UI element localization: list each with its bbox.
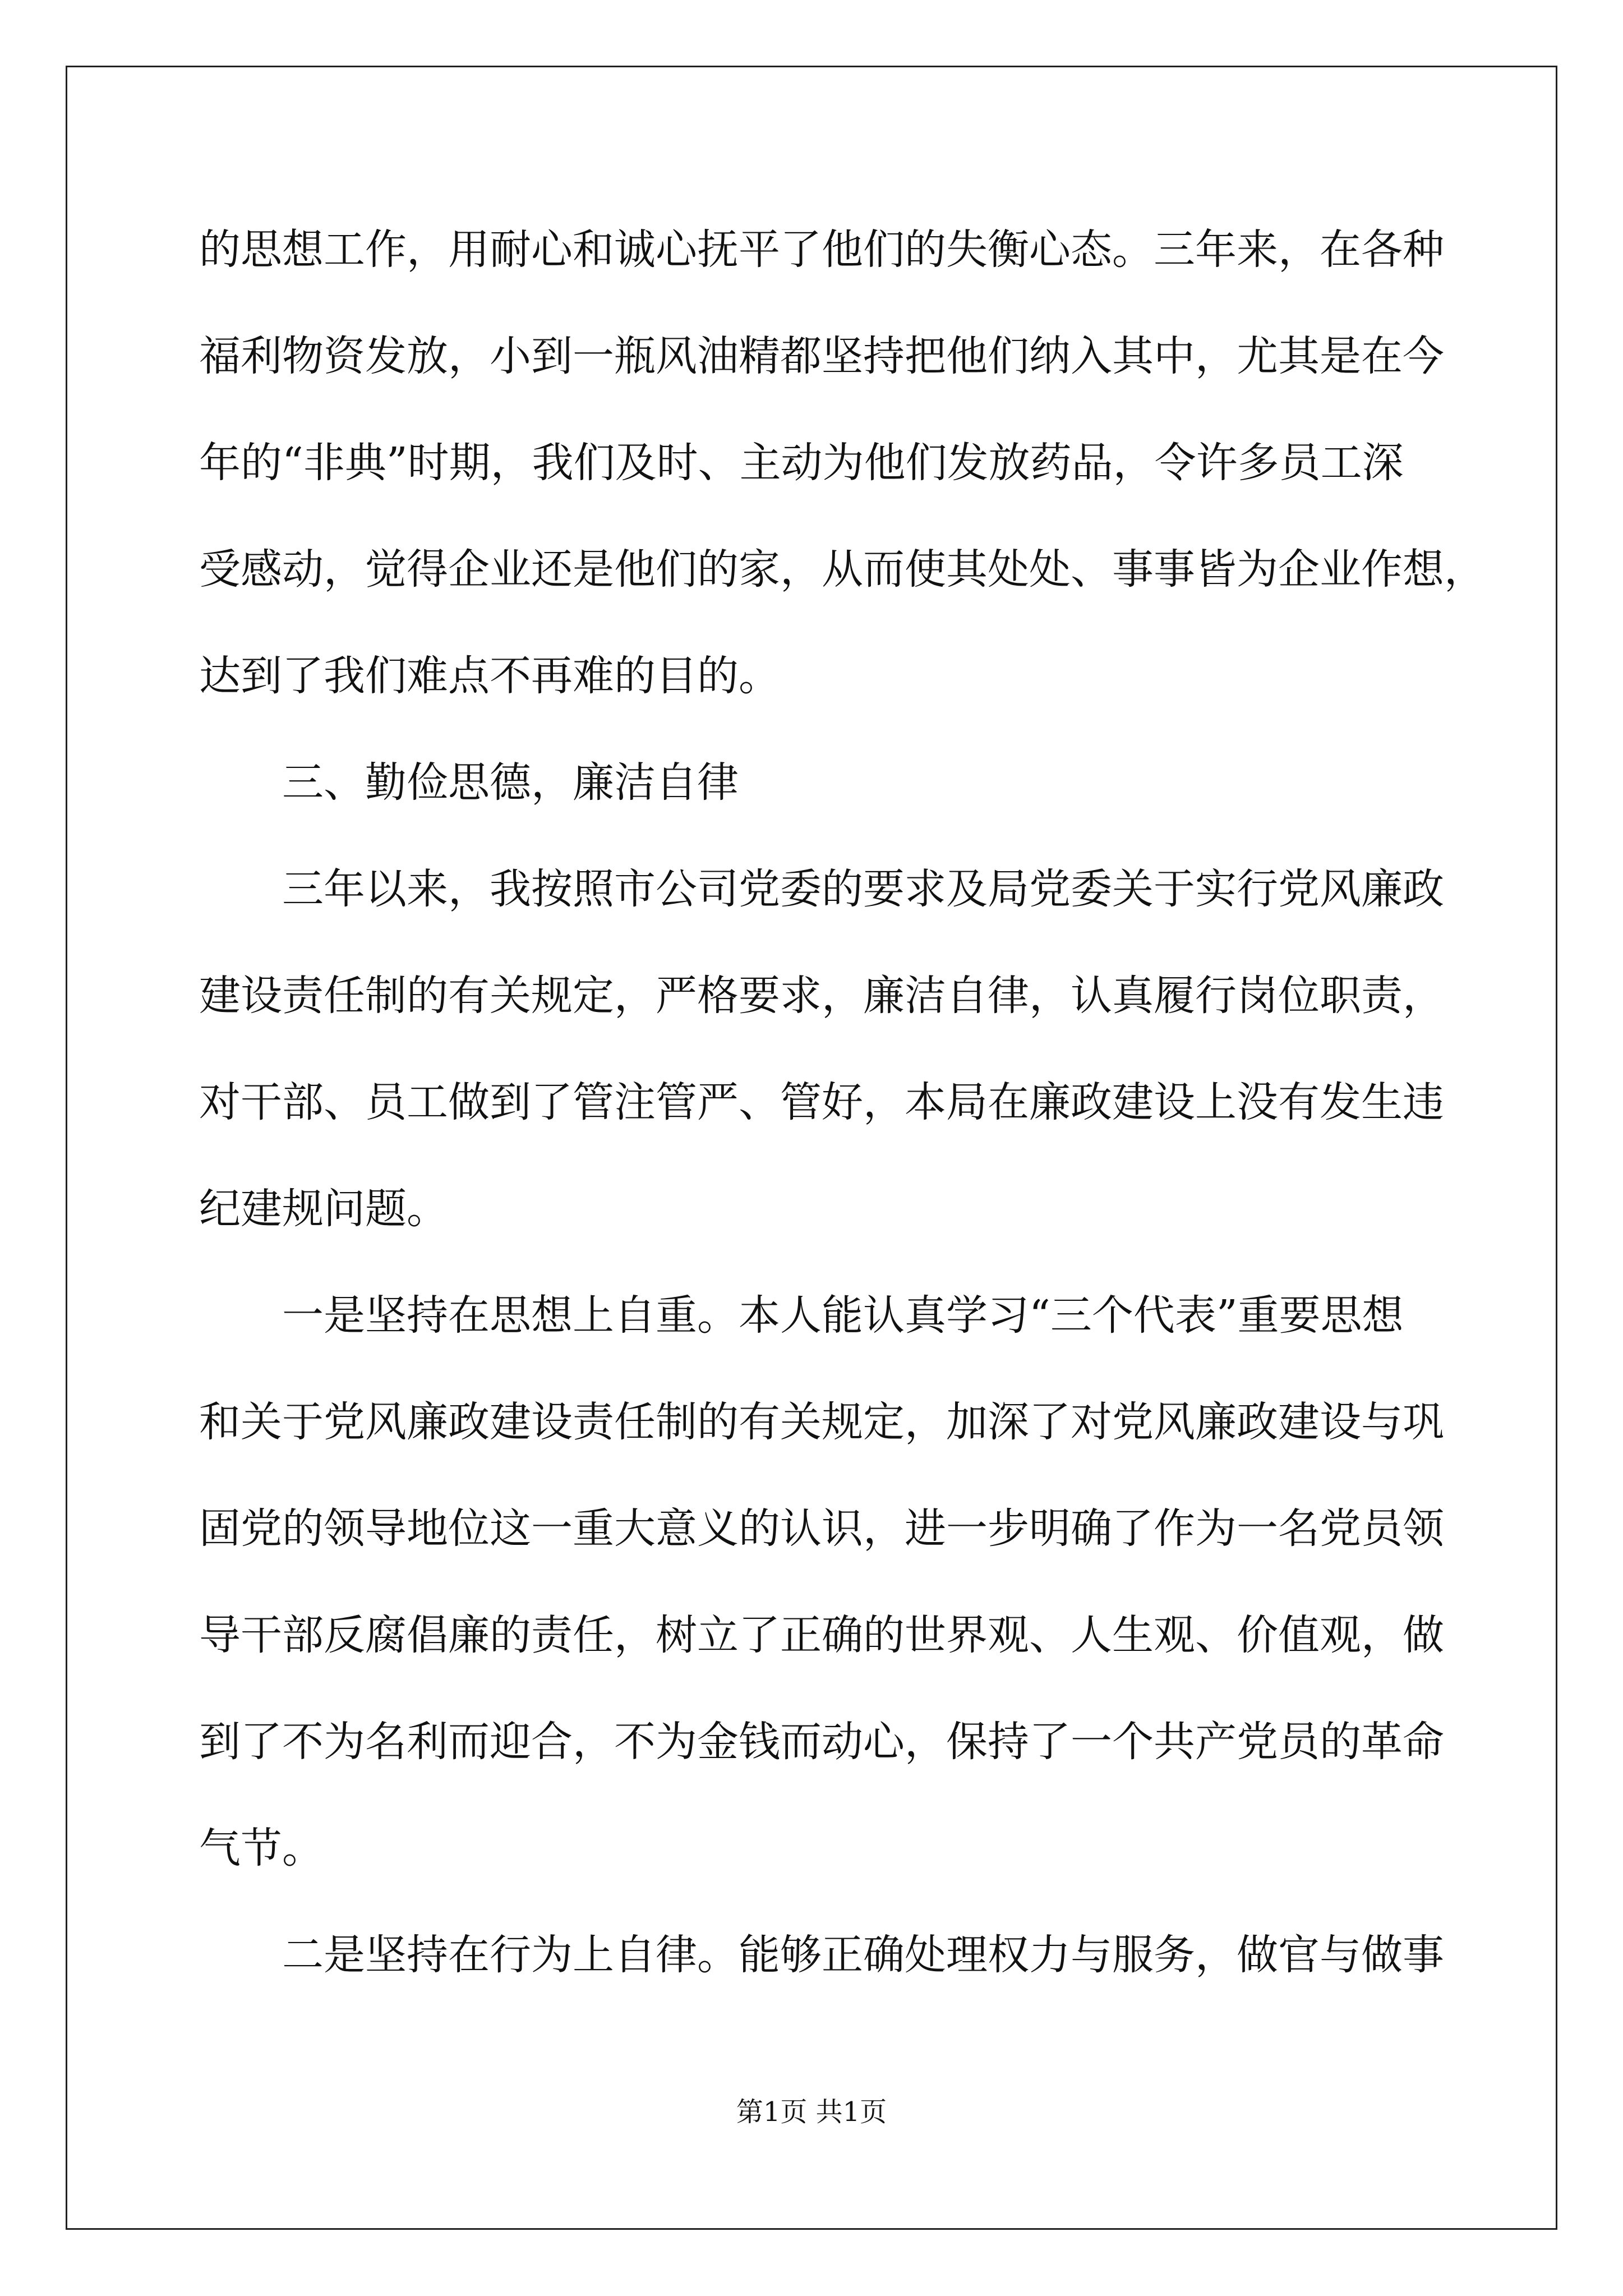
text-line: 受感动，觉得企业还是他们的家，从而使其处处、事事皆为企业作想， — [199, 545, 1486, 593]
text-line: 导干部反腐倡廉的责任，树立了正确的世界观、人生观、价值观，做 — [199, 1611, 1444, 1659]
text-line: 到了不为名利而迎合，不为金钱而动心，保持了一个共产党员的革命 — [199, 1718, 1444, 1766]
text-line: 对干部、员工做到了管注管严、管好，本局在廉政建设上没有发生违 — [199, 1078, 1444, 1126]
text-line: 福利物资发放，小到一瓶风油精都坚持把他们纳入其中，尤其是在今 — [199, 332, 1444, 380]
text-line: 建设责任制的有关规定，严格要求，廉洁自律，认真履行岗位职责， — [199, 972, 1444, 1020]
text-line: 的思想工作，用耐心和诚心抚平了他们的失衡心态。三年来，在各种 — [199, 226, 1444, 274]
text-line: 年的“非典”时期，我们及时、主动为他们发放药品，令许多员工深 — [199, 439, 1404, 487]
page-border — [66, 66, 1557, 2230]
text-line: 一是坚持在思想上自重。本人能认真学习“三个代表”重要思想 — [282, 1291, 1404, 1340]
text-line: 达到了我们难点不再难的目的。 — [199, 652, 780, 700]
page-footer: 第1页 共1页 — [736, 2096, 887, 2128]
section-heading: 三、勤俭思德，廉洁自律 — [282, 758, 739, 807]
text-line: 三年以来，我按照市公司党委的要求及局党委关于实行党风廉政 — [282, 865, 1444, 913]
text-line: 二是坚持在行为上自律。能够正确处理权力与服务，做官与做事 — [282, 1931, 1444, 1979]
text-line: 纪建规问题。 — [199, 1185, 448, 1233]
text-line: 和关于党风廉政建设责任制的有关规定，加深了对党风廉政建设与巩 — [199, 1398, 1444, 1446]
text-line: 气节。 — [199, 1824, 324, 1872]
text-line: 固党的领导地位这一重大意义的认识，进一步明确了作为一名党员领 — [199, 1504, 1444, 1553]
